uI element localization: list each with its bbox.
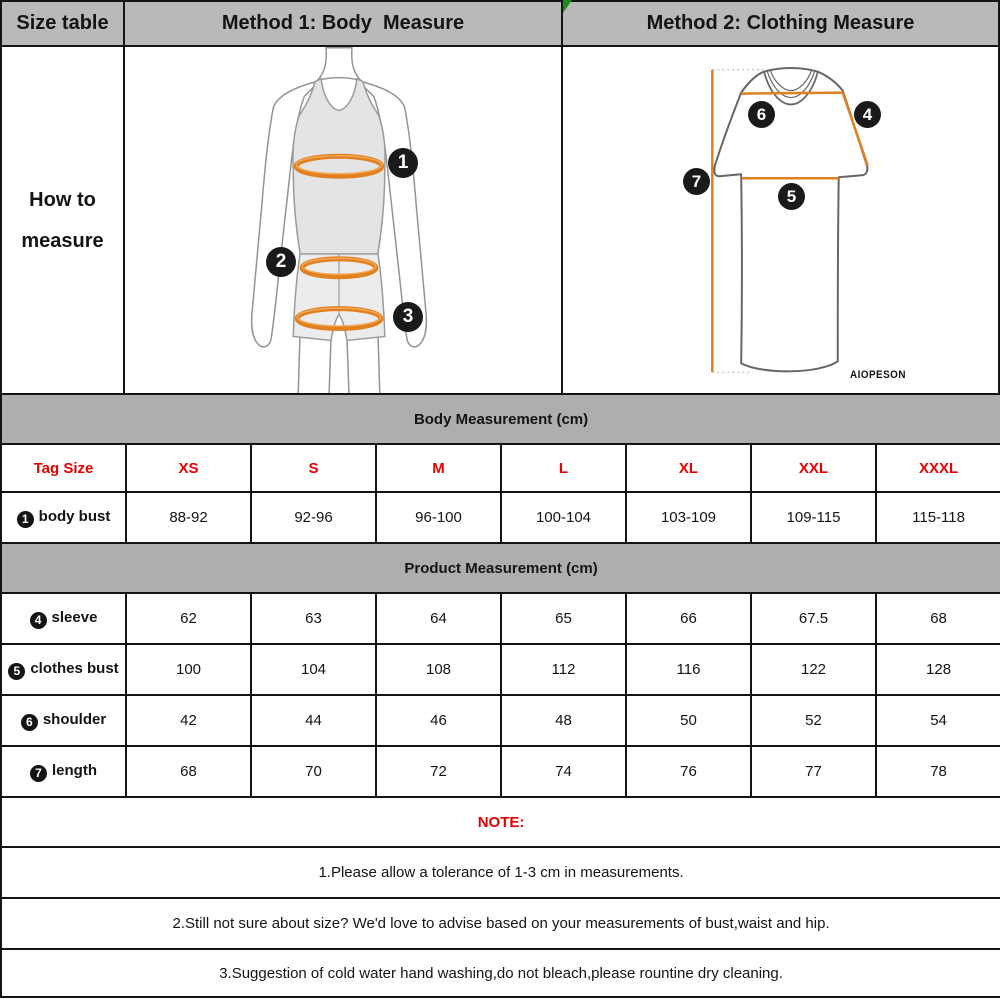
circle-7-icon: 7 — [30, 765, 47, 782]
size-m: M — [376, 444, 501, 492]
cell: 116 — [626, 644, 751, 695]
cell: 52 — [751, 695, 876, 746]
product-measurement-band — [1, 543, 1000, 593]
body-measurement-band — [1, 394, 1000, 444]
size-s: S — [251, 444, 376, 492]
circle-4-icon: 4 — [30, 612, 47, 629]
cell: 115-118 — [876, 492, 1000, 543]
note-1: 1.Please allow a tolerance of 1-3 cm in measurements. — [1, 847, 1000, 898]
cell: 77 — [751, 746, 876, 797]
cell: 44 — [251, 695, 376, 746]
marker-length: 7 — [683, 168, 710, 195]
cell: 66 — [626, 593, 751, 644]
product-measurement-title: Product Measurement (cm) — [1, 543, 1000, 593]
marker-bust: 1 — [388, 148, 418, 178]
note-3: 3.Suggestion of cold water hand washing,do not bleach,please rountine dry cleaning. — [1, 949, 1000, 997]
cell: 122 — [751, 644, 876, 695]
body-measure-diagram — [125, 47, 563, 395]
cell: 88-92 — [126, 492, 251, 543]
cell: 63 — [251, 593, 376, 644]
cell: 96-100 — [376, 492, 501, 543]
cell: 62 — [126, 593, 251, 644]
size-l: L — [501, 444, 626, 492]
tshirt-illustration — [563, 47, 998, 395]
header-row — [2, 2, 998, 47]
cell: 128 — [876, 644, 1000, 695]
body-figure-illustration — [125, 47, 561, 395]
cell: 54 — [876, 695, 1000, 746]
note-title-row — [1, 797, 1000, 847]
size-table-header: Size table — [2, 2, 125, 47]
cell: 100-104 — [501, 492, 626, 543]
diagram-row — [2, 47, 998, 395]
body-bust-label: 1 body bust — [1, 492, 126, 543]
cell: 46 — [376, 695, 501, 746]
cell: 78 — [876, 746, 1000, 797]
length-label: 7 length — [1, 746, 126, 797]
measurement-table — [0, 393, 1000, 998]
tag-size-row — [1, 444, 1000, 492]
cell: 50 — [626, 695, 751, 746]
shoulder-label: 6 shoulder — [1, 695, 126, 746]
cell: 68 — [126, 746, 251, 797]
circle-1-icon: 1 — [17, 511, 34, 528]
cell: 108 — [376, 644, 501, 695]
method2-header: Method 2: Clothing Measure — [563, 2, 998, 47]
cell: 103-109 — [626, 492, 751, 543]
cell: 64 — [376, 593, 501, 644]
cell: 72 — [376, 746, 501, 797]
cell: 109-115 — [751, 492, 876, 543]
marker-shoulder: 6 — [748, 101, 775, 128]
marker-sleeve: 4 — [854, 101, 881, 128]
clothing-measure-diagram — [563, 47, 998, 395]
sleeve-row — [1, 593, 1000, 644]
how-to-measure-label: How to measure — [2, 47, 125, 395]
cell: 104 — [251, 644, 376, 695]
cell: 76 — [626, 746, 751, 797]
circle-5-icon: 5 — [8, 663, 25, 680]
clothes-bust-label: 5 clothes bust — [1, 644, 126, 695]
marker-clothes-bust: 5 — [778, 183, 805, 210]
note-row-2 — [1, 898, 1000, 949]
cell: 68 — [876, 593, 1000, 644]
length-row — [1, 746, 1000, 797]
marker-hip: 3 — [393, 302, 423, 332]
note-2: 2.Still not sure about size? We'd love to advise based on your measurements of bust,waist and hip. — [1, 898, 1000, 949]
brand-logo-text: AIOPESON — [850, 369, 906, 381]
cell: 65 — [501, 593, 626, 644]
clothes-bust-row — [1, 644, 1000, 695]
method1-header: Method 1: Body Measure — [125, 2, 563, 47]
note-row-1 — [1, 847, 1000, 898]
cell: 42 — [126, 695, 251, 746]
cell: 92-96 — [251, 492, 376, 543]
size-xs: XS — [126, 444, 251, 492]
green-corner-marker — [563, 0, 572, 13]
marker-waist: 2 — [266, 247, 296, 277]
size-xl: XL — [626, 444, 751, 492]
tag-size-label: Tag Size — [1, 444, 126, 492]
cell: 70 — [251, 746, 376, 797]
cell: 100 — [126, 644, 251, 695]
sleeve-label: 4 sleeve — [1, 593, 126, 644]
note-title: NOTE: — [1, 797, 1000, 847]
cell: 112 — [501, 644, 626, 695]
note-row-3 — [1, 949, 1000, 997]
size-xxxl: XXXL — [876, 444, 1000, 492]
shoulder-row — [1, 695, 1000, 746]
cell: 67.5 — [751, 593, 876, 644]
cell: 48 — [501, 695, 626, 746]
circle-6-icon: 6 — [21, 714, 38, 731]
cell: 74 — [501, 746, 626, 797]
body-bust-row — [1, 492, 1000, 543]
top-section — [0, 0, 1000, 395]
size-xxl: XXL — [751, 444, 876, 492]
body-measurement-title: Body Measurement (cm) — [1, 394, 1000, 444]
